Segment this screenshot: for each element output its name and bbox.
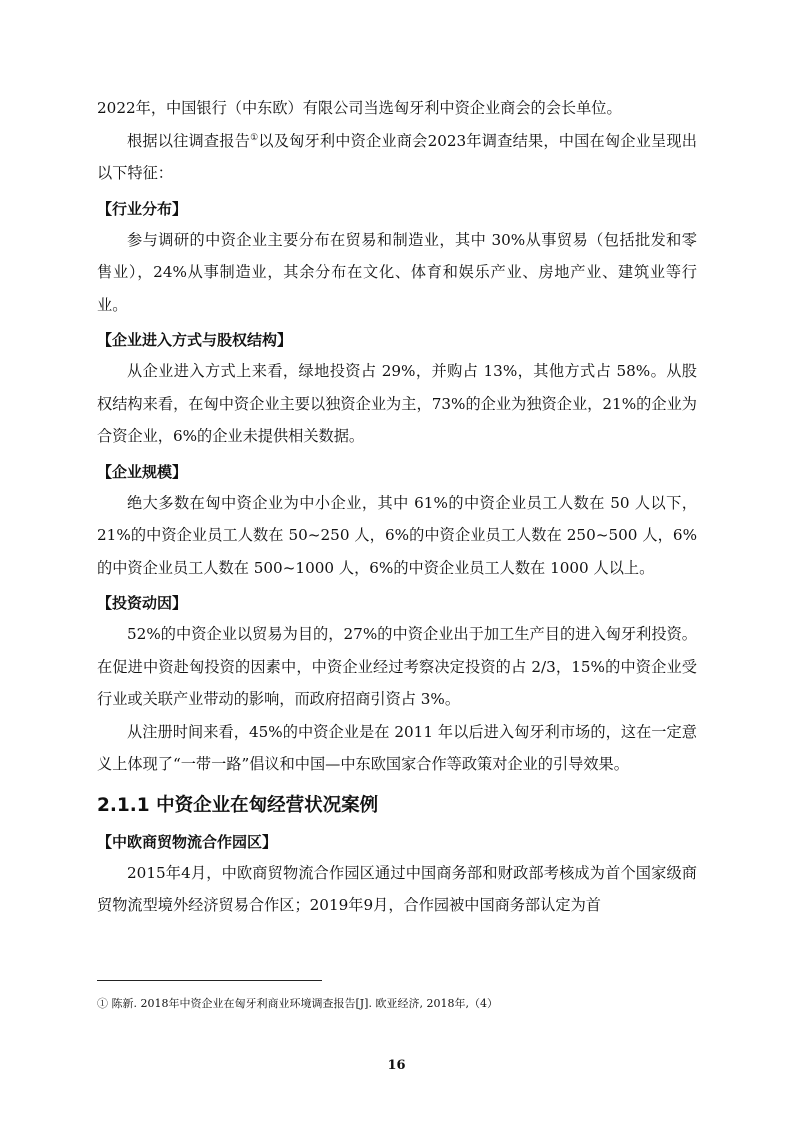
paragraph-intro-features [97,125,697,190]
paragraph-scale: 绝大多数在匈中资企业为中小企业，其中 61%的中资企业员工人数在 50 人以下，21%的中资企业员工人数在 50~250 人，6%的中资企业员工人数在 250~500 人，6%的中资企业员工人数在 500~1000 人，6%的中资企业员工人数在 1000 人以上。 [97,493,697,577]
paragraph-industry: 参与调研的中资企业主要分布在贸易和制造业，其中 30%从事贸易（包括批发和零售业），24%从事制造业，其余分布在文化、体育和娱乐产业、房地产业、建筑业等行业。 [97,230,697,314]
footnote-divider [97,980,322,981]
paragraph-motive: 52%的中资企业以贸易为目的，27%的中资企业出于加工生产目的进入匈牙利投资。在促进中资赴匈投资的因素中，中资企业经过考察决定投资的占 2/3，15%的中资企业受行业或关联产业带动的影响，而政府招商引资占 3%。 [97,625,697,708]
section-label-case: 【中欧商贸物流合作园区】 [97,832,278,851]
paragraph-entry-equity: 从企业进入方式上来看，绿地投资占 29%，并购占 13%，其他方式占 58%。从股权结构来看，在匈中资企业主要以独资企业为主，73%的企业为独资企业，21%的企业为合资企业，6%的企业未提供相关数据。 [97,362,697,445]
section-label-industry: 【行业分布】 [97,199,188,218]
paragraph-chairman-unit: 2022年，中国银行（中东欧）有限公司当选匈牙利中资企业商会的会长单位。 [97,99,622,117]
main-content [97,92,697,922]
footnote: ① 陈新. 2018年中资企业在匈牙利商业环境调查报告[J]. 欧亚经济, 2018年,（4） [97,997,498,1010]
subsection-heading: 2.1.1 中资企业在匈经营状况案例 [97,794,379,816]
section-label-scale: 【企业规模】 [97,462,188,481]
section-label-motive: 【投资动因】 [97,594,188,612]
page-number: 16 [387,1058,406,1073]
paragraph-intro-part-b: 以及匈牙利中资企业商会2023年调查结果，中国在匈企业呈现出以下特征： [97,131,697,182]
section-label-entry-equity: 【企业进入方式与股权结构】 [97,331,293,349]
paragraph-intro-part-a: 根据以往调查报告 [127,131,251,150]
footnote-reference[interactable]: ① [250,132,259,143]
paragraph-case: 2015年4月，中欧商贸物流合作园区通过中国商务部和财政部考核成为首个国家级商贸物流型境外经济贸易合作区；2019年9月，合作园被中国商务部认定为首 [97,863,697,914]
paragraph-registration-time: 从注册时间来看，45%的中资企业是在 2011 年以后进入匈牙利市场的，这在一定意义上体现了“一带一路”倡议和中国—中东欧国家合作等政策对企业的引导效果。 [97,722,697,773]
